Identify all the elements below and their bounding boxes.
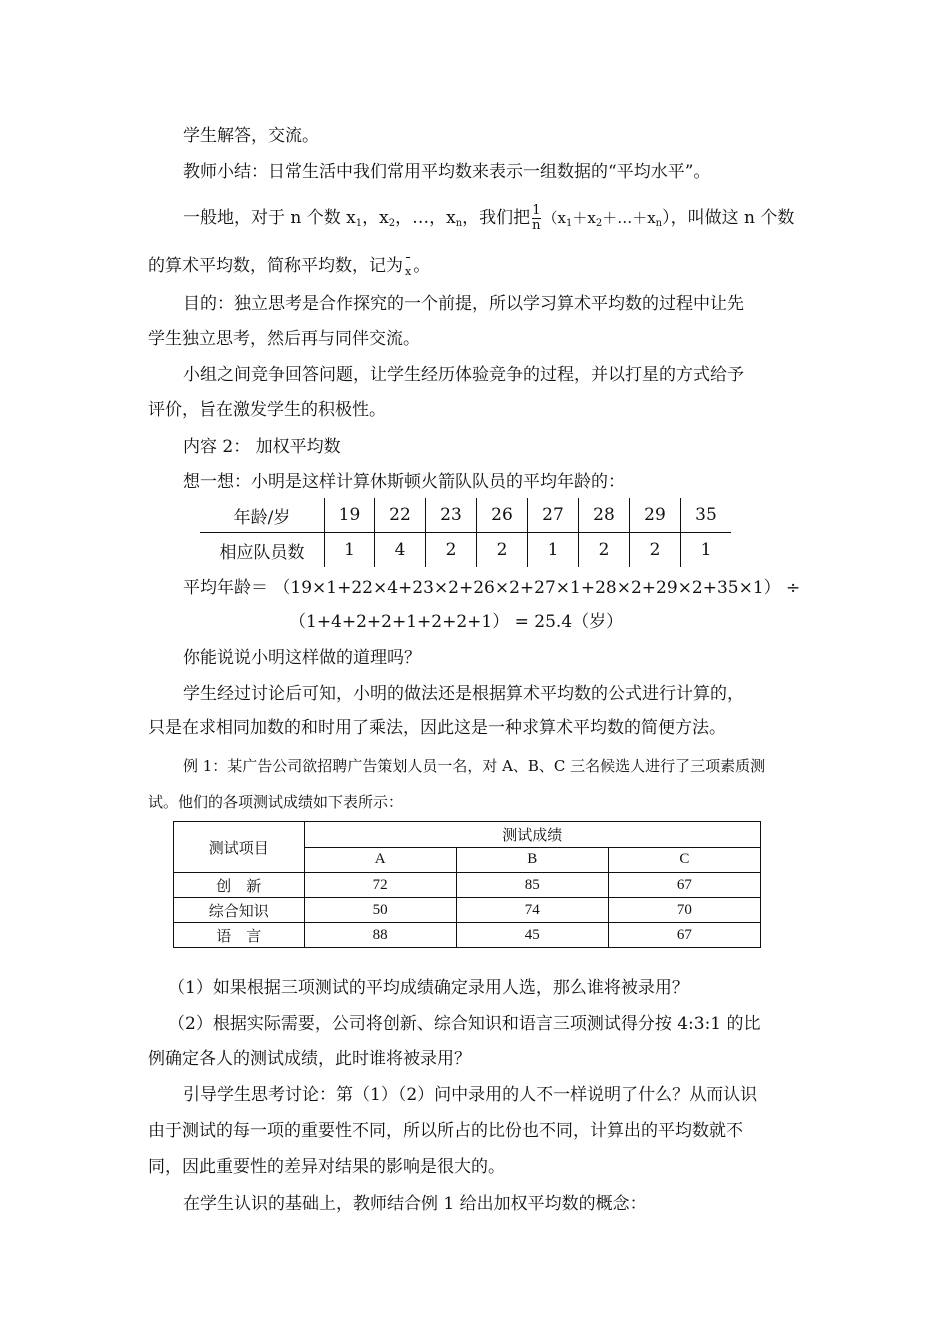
count-cell: 2 [579, 533, 630, 568]
text-average-formula-2: （1+4+2+2+1+2+2+1） = 25.4（岁） [289, 612, 624, 632]
count-cell: 2 [477, 533, 528, 568]
text-purpose-1: 目的：独立思考是合作探究的一个前提，所以学习算术平均数的过程中让先 [183, 294, 744, 314]
age-table-row-counts [200, 533, 731, 568]
age-table-row-ages [200, 498, 731, 533]
count-cell: 1 [681, 533, 732, 568]
age-table [200, 498, 731, 567]
count-cell: 1 [528, 533, 579, 568]
age-cell: 22 [375, 498, 426, 533]
age-cell: 29 [630, 498, 681, 533]
score-table-item-header: 测试项目 [174, 822, 305, 873]
text-definition-line2: 的算术平均数，简称平均数，记为 x 。 [148, 254, 430, 284]
text-group-2: 评价，旨在激发学生的积极性。 [148, 400, 386, 420]
age-cell: 23 [426, 498, 477, 533]
score-cell: 74 [456, 898, 608, 923]
text-discuss-2: 只是在求相同加数的和时用了乘法，因此这是一种求算术平均数的简便方法。 [148, 718, 726, 738]
x-bar-symbol: x [405, 260, 411, 284]
score-item: 综合知识 [174, 898, 305, 923]
score-cell: 45 [456, 923, 608, 948]
age-cell: 28 [579, 498, 630, 533]
text-ask: 你能说说小明这样做的道理吗？ [183, 648, 421, 668]
text-think: 想一想：小明是这样计算休斯顿火箭队队员的平均年龄的： [183, 472, 625, 492]
text-guide-3: 同，因此重要性的差异对结果的影响是很大的。 [148, 1157, 505, 1177]
score-cell: 67 [608, 873, 760, 898]
score-item: 创 新 [174, 873, 305, 898]
text-question-2b: 例确定各人的测试成绩，此时谁将被录用？ [148, 1049, 471, 1069]
score-table-score-header: 测试成绩 [304, 822, 760, 848]
score-table [173, 821, 761, 948]
score-table-row [174, 923, 761, 948]
text-content2-heading: 内容 2： 加权平均数 [183, 437, 341, 457]
text-definition-line1: 一般地，对于 n 个数 $x_1$，$x_2$，…，$x_n$，我们把 $\frac{1}{n}$ $(x_1+x_2+\dots+x_n)$，叫做这 n 个数 [183, 203, 795, 233]
candidate-header: C [608, 847, 760, 873]
count-cell: 4 [375, 533, 426, 568]
score-cell: 67 [608, 923, 760, 948]
candidate-header: B [456, 847, 608, 873]
candidate-header: A [304, 847, 456, 873]
score-table-row [174, 873, 761, 898]
text-guide-1: 引导学生思考讨论：第（1）（2）问中录用的人不一样说明了什么？从而认识 [183, 1085, 758, 1105]
age-table-label: 年龄/岁 [200, 498, 325, 533]
score-cell: 72 [304, 873, 456, 898]
count-table-label: 相应队员数 [219, 542, 305, 563]
text-purpose-2: 学生独立思考，然后再与同伴交流。 [148, 329, 420, 349]
score-cell: 85 [456, 873, 608, 898]
text-example-2: 试。他们的各项测试成绩如下表所示： [148, 793, 404, 811]
text-student-answer: 学生解答，交流。 [183, 126, 319, 146]
text-discuss-1: 学生经过讨论后可知，小明的做法还是根据算术平均数的公式进行计算的， [183, 684, 744, 704]
score-cell: 70 [608, 898, 760, 923]
count-cell: 2 [630, 533, 681, 568]
score-item: 语 言 [174, 923, 305, 948]
fraction-one-over-n: $\frac{1}{n}$ [532, 203, 541, 233]
score-cell: 50 [304, 898, 456, 923]
score-table-header-row [174, 822, 761, 848]
age-cell: 26 [477, 498, 528, 533]
age-cell: 35 [681, 498, 732, 533]
text-teacher-summary: 教师小结：日常生活中我们常用平均数来表示一组数据的“平均水平”。 [183, 162, 711, 182]
text-weighted-intro: 在学生认识的基础上，教师结合例 1 给出加权平均数的概念： [183, 1194, 647, 1214]
text-group-1: 小组之间竞争回答问题，让学生经历体验竞争的过程，并以打星的方式给予 [183, 365, 744, 385]
score-table-row [174, 898, 761, 923]
age-cell: 19 [325, 498, 375, 533]
count-cell: 1 [325, 533, 375, 568]
count-cell: 2 [426, 533, 477, 568]
text-question-2a: （2）根据实际需要，公司将创新、综合知识和语言三项测试得分按 4:3:1 的比 [168, 1014, 761, 1034]
text-example-1: 例 1：某广告公司欲招聘广告策划人员一名，对 A、B、C 三名候选人进行了三项素质测 [183, 757, 766, 775]
text-question-1: （1）如果根据三项测试的平均成绩确定录用人选，那么谁将被录用？ [168, 978, 689, 998]
text-guide-2: 由于测试的每一项的重要性不同，所以所占的比份也不同，计算出的平均数就不 [148, 1121, 743, 1141]
text-average-formula-1: 平均年龄＝ （19×1+22×4+23×2+26×2+27×1+28×2+29×2+35×1） ÷ [183, 578, 801, 598]
age-cell: 27 [528, 498, 579, 533]
score-cell: 88 [304, 923, 456, 948]
